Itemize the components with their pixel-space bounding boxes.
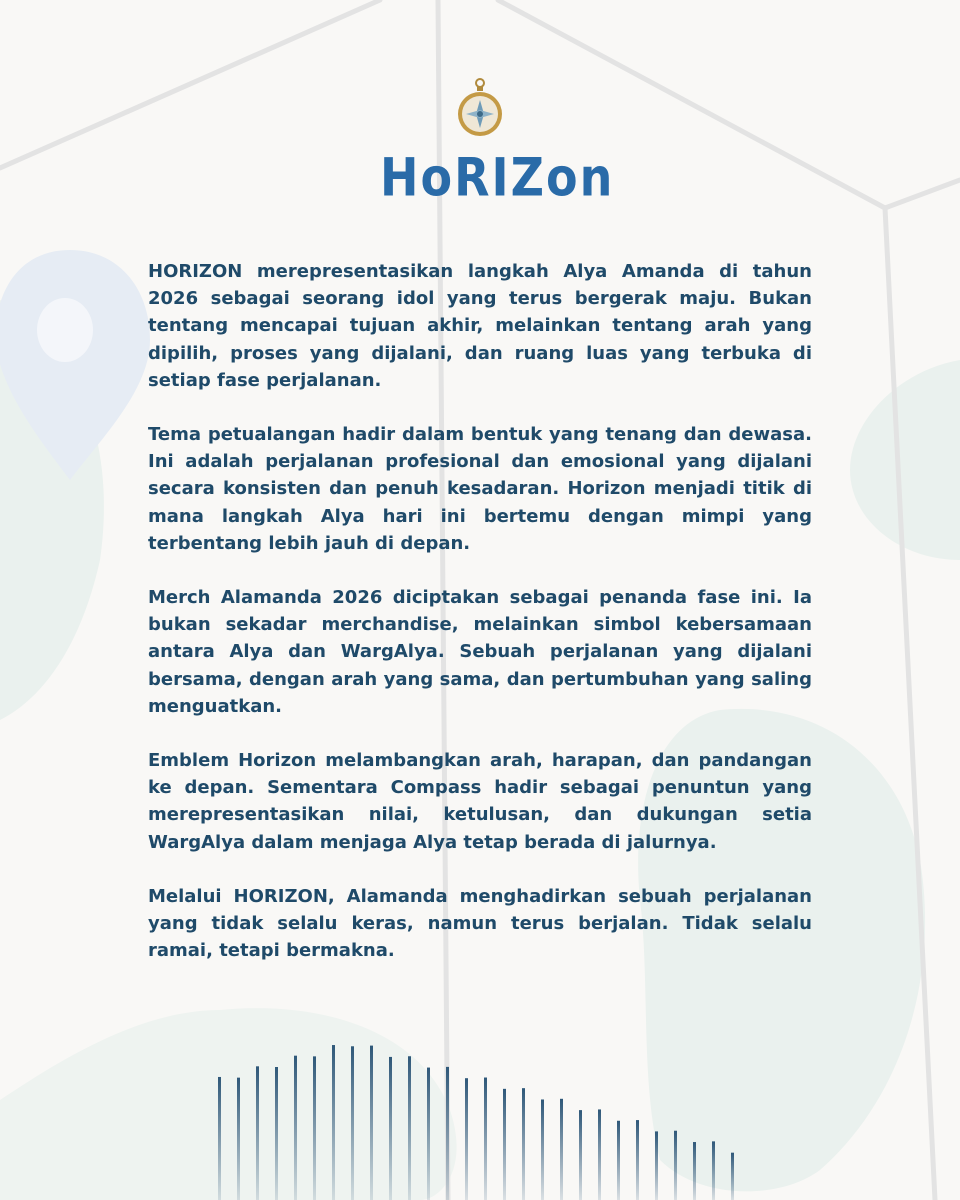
decorative-bar [237, 1078, 240, 1200]
decorative-bar [389, 1057, 392, 1200]
decorative-bar [408, 1056, 411, 1200]
paragraph-4: Emblem Horizon melambangkan arah, harapan, dan pandangan ke depan. Sementara Compass hadir sebagai penuntun yang merepresentasikan nilai, ketulusan, dan dukungan setia WargAlya dalam menjaga Alya tetap berada di jalurnya. [148, 750, 812, 853]
decorative-bar [484, 1078, 487, 1200]
decorative-bar [636, 1120, 639, 1200]
decorative-bar [294, 1056, 297, 1200]
decorative-bar [674, 1131, 677, 1200]
decorative-bar [218, 1077, 221, 1200]
horizon-logo: HoRIZon [380, 145, 615, 209]
decorative-bar [522, 1088, 525, 1200]
decorative-bar [579, 1110, 582, 1200]
decorative-bar [598, 1109, 601, 1200]
decorative-bar [503, 1089, 506, 1200]
decorative-bar [351, 1046, 354, 1200]
decorative-bar [465, 1078, 468, 1200]
decorative-bar [370, 1046, 373, 1200]
decorative-bar [541, 1099, 544, 1200]
paragraph-1: HORIZON merepresentasikan langkah Alya Amanda di tahun 2026 sebagai seorang idol yang terus bergerak maju. Bukan tentang mencapai tujuan akhir, melainkan tentang arah yang dipilih, proses yang dijalani, dan ruang luas yang terbuka di setiap fase perjalanan. [148, 261, 812, 391]
decorative-bar [617, 1121, 620, 1200]
decorative-bar [427, 1068, 430, 1200]
decorative-bar [712, 1141, 715, 1200]
decorative-bar [275, 1067, 278, 1200]
paragraph-2: Tema petualangan hadir dalam bentuk yang tenang dan dewasa. Ini adalah perjalanan profesional dan emosional yang dijalani secara konsisten dan penuh kesadaran. Horizon menjadi titik di mana langkah Alya hari ini bertemu dengan mimpi yang terbentang lebih jauh di depan. [148, 424, 812, 554]
decorative-bar [446, 1067, 449, 1200]
decorative-bar [332, 1045, 335, 1200]
decorative-bar [655, 1131, 658, 1200]
decorative-bar [256, 1066, 259, 1200]
paragraph-3: Merch Alamanda 2026 diciptakan sebagai penanda fase ini. Ia bukan sekadar merchandise, melainkan simbol kebersamaan antara Alya dan WargAlya. Sebuah perjalanan yang dijalani bersama, dengan arah yang sama, dan pertumbuhan yang saling menguatkan. [148, 587, 812, 717]
decorative-bar [313, 1056, 316, 1200]
decorative-bar [560, 1099, 563, 1200]
decorative-bar [731, 1153, 734, 1200]
decorative-bar [693, 1142, 696, 1200]
paragraph-5: Melalui HORIZON, Alamanda menghadirkan sebuah perjalanan yang tidak selalu keras, namun terus berjalan. Tidak selalu ramai, tetapi bermakna. [148, 885, 812, 962]
